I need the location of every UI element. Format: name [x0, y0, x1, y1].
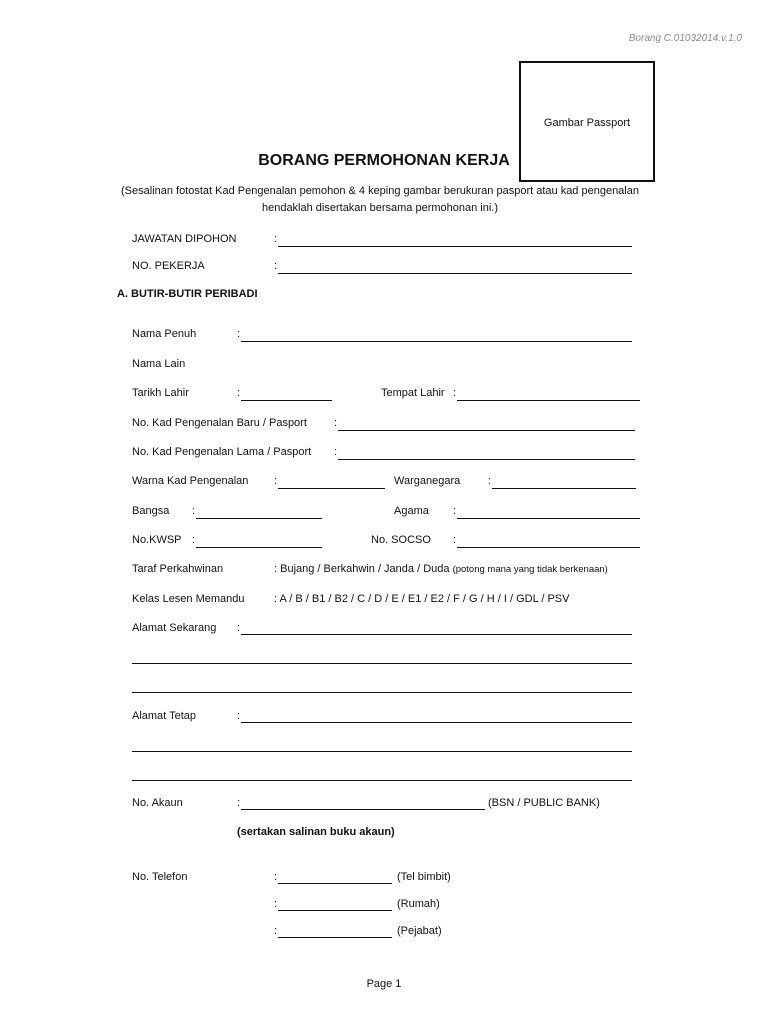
warganegara-label: Warganegara [394, 475, 461, 487]
jawatan-label: JAWATAN DIPOHON [132, 233, 237, 245]
tempat-lahir-colon: : [453, 387, 457, 399]
nama-lain-label: Nama Lain [132, 358, 186, 370]
alamat-sekarang-field-1[interactable] [241, 634, 632, 635]
tel-pejabat-field[interactable] [278, 937, 392, 938]
jawatan-colon: : [274, 233, 278, 245]
no-pekerja-colon: : [274, 260, 278, 272]
no-akaun-field[interactable] [241, 809, 485, 810]
jawatan-field[interactable] [278, 246, 632, 247]
section-a-heading: A. BUTIR-BUTIR PERIBADI [117, 288, 258, 300]
kp-baru-label: No. Kad Pengenalan Baru / Pasport [132, 417, 307, 429]
lesen-label: Kelas Lesen Memandu [132, 593, 245, 605]
lesen-options[interactable]: : A / B / B1 / B2 / C / D / E / E1 / E2 / F / G / H / I / GDL / PSV [274, 593, 570, 605]
kwsp-label: No.KWSP [132, 534, 182, 546]
tel-bimbit-colon: : [274, 871, 278, 883]
warna-kp-field[interactable] [278, 488, 385, 489]
alamat-sekarang-colon: : [237, 622, 241, 634]
nama-penuh-colon: : [237, 328, 241, 340]
socso-field[interactable] [457, 547, 640, 548]
bangsa-label: Bangsa [132, 505, 170, 517]
nama-penuh-field[interactable] [241, 341, 632, 342]
bangsa-field[interactable] [196, 518, 322, 519]
no-akaun-colon: : [237, 797, 241, 809]
kwsp-colon: : [192, 534, 196, 546]
alamat-tetap-field-1[interactable] [241, 722, 632, 723]
no-akaun-label: No. Akaun [132, 797, 183, 809]
agama-label: Agama [394, 505, 429, 517]
alamat-sekarang-label: Alamat Sekarang [132, 622, 217, 634]
akaun-note: (sertakan salinan buku akaun) [237, 826, 395, 838]
taraf-note: (potong mana yang tidak berkenaan) [452, 564, 608, 575]
tel-rumah-colon: : [274, 898, 278, 910]
page-title: BORANG PERMOHONAN KERJA [258, 152, 510, 169]
alamat-tetap-field-2[interactable] [132, 751, 632, 752]
no-pekerja-label: NO. PEKERJA [132, 260, 205, 272]
kp-baru-field[interactable] [338, 430, 635, 431]
tel-rumah-field[interactable] [278, 910, 392, 911]
page-number: Page 1 [366, 978, 402, 990]
tempat-lahir-label: Tempat Lahir [381, 387, 445, 399]
alamat-tetap-field-3[interactable] [132, 780, 632, 781]
agama-field[interactable] [457, 518, 640, 519]
alamat-tetap-label: Alamat Tetap [132, 710, 197, 722]
akaun-bank: (BSN / PUBLIC BANK) [488, 797, 600, 809]
tel-bimbit-field[interactable] [278, 883, 392, 884]
kp-lama-colon: : [334, 446, 338, 458]
alamat-sekarang-field-3[interactable] [132, 692, 632, 693]
warganegara-colon: : [488, 475, 492, 487]
tel-rumah-label: (Rumah) [397, 898, 440, 910]
tempat-lahir-field[interactable] [457, 400, 640, 401]
no-pekerja-field[interactable] [278, 273, 632, 274]
passport-photo-label: Gambar Passport [543, 117, 631, 129]
kwsp-field[interactable] [196, 547, 322, 548]
socso-colon: : [453, 534, 457, 546]
no-telefon-label: No. Telefon [132, 871, 188, 883]
kp-lama-label: No. Kad Pengenalan Lama / Pasport [132, 446, 312, 458]
taraf-label: Taraf Perkahwinan [132, 563, 224, 575]
tarikh-lahir-field[interactable] [241, 400, 332, 401]
form-version: Borang C.01032014.v.1.0 [628, 33, 742, 44]
warganegara-field[interactable] [492, 488, 636, 489]
document-note: (Sesalinan fotostat Kad Pengenalan pemohon & 4 keping gambar berukuran pasport atau kad pengenalan hendaklah disertakan bersama permohonan ini.) [121, 185, 639, 214]
taraf-options-text: : Bujang / Berkahwin / Janda / Duda [274, 563, 450, 575]
warna-kp-label: Warna Kad Pengenalan [132, 475, 249, 487]
socso-label: No. SOCSO [371, 534, 431, 546]
tel-bimbit-label: (Tel bimbit) [397, 871, 451, 883]
warna-kp-colon: : [274, 475, 278, 487]
kp-lama-field[interactable] [338, 459, 635, 460]
bangsa-colon: : [192, 505, 196, 517]
kp-baru-colon: : [334, 417, 338, 429]
alamat-tetap-colon: : [237, 710, 241, 722]
taraf-options[interactable] [274, 563, 608, 575]
tarikh-lahir-colon: : [237, 387, 241, 399]
nama-penuh-label: Nama Penuh [132, 328, 197, 340]
tel-pejabat-colon: : [274, 925, 278, 937]
tarikh-lahir-label: Tarikh Lahir [132, 387, 189, 399]
agama-colon: : [453, 505, 457, 517]
tel-pejabat-label: (Pejabat) [397, 925, 442, 937]
alamat-sekarang-field-2[interactable] [132, 663, 632, 664]
